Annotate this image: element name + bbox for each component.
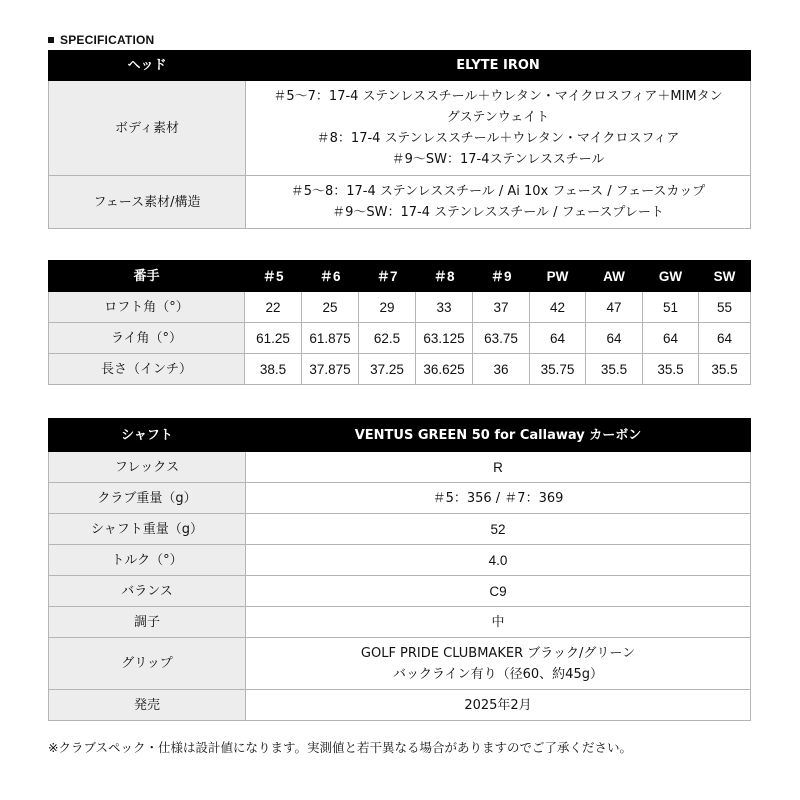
column-header: PW [530, 261, 586, 292]
torque-row [49, 545, 751, 576]
row-label: バランス [49, 576, 246, 607]
head-header-value: ELYTE IRON [246, 51, 751, 81]
club-number-header: 番手 [49, 261, 245, 292]
page-title-text: SPECIFICATION [60, 33, 155, 47]
balance-row [49, 576, 751, 607]
table-cell: 35.5 [586, 354, 643, 385]
head-header-label: ヘッド [49, 51, 246, 81]
face-material-label: フェース素材/構造 [49, 176, 246, 229]
row-label: クラブ重量（g） [49, 483, 246, 514]
grip-line: バックライン有り（径60、約45g） [393, 666, 603, 682]
row-value: 中 [246, 607, 751, 638]
table-cell: 33 [416, 292, 473, 323]
table-cell: 55 [699, 292, 751, 323]
length-row [49, 354, 751, 385]
footnote: ※クラブスペック・仕様は設計値になります。実測値と若干異なる場合がありますのでご了承ください。 [48, 740, 632, 755]
column-header: AW [586, 261, 643, 292]
column-header: ＃7 [359, 261, 416, 292]
table-cell: 38.5 [245, 354, 302, 385]
flex-row [49, 452, 751, 483]
body-material-value [246, 81, 751, 176]
column-header: ＃9 [473, 261, 530, 292]
column-header: ＃5 [245, 261, 302, 292]
table-cell: 37 [473, 292, 530, 323]
grip-line: GOLF PRIDE CLUBMAKER ブラック/グリーン [360, 645, 636, 661]
row-label: 長さ（インチ） [49, 354, 245, 385]
grip-label: グリップ [49, 638, 246, 690]
grip-value [246, 638, 751, 690]
table-cell: 61.875 [302, 323, 359, 354]
loft-header-row [49, 261, 751, 292]
body-material-line: ＃9〜SW：17-4ステンレススチール [391, 152, 605, 167]
head-spec-table [48, 50, 751, 229]
table-cell: 37.875 [302, 354, 359, 385]
body-material-label: ボディ素材 [49, 81, 246, 176]
table-cell: 35.5 [699, 354, 751, 385]
loft-angle-row [49, 292, 751, 323]
table-cell: 63.125 [416, 323, 473, 354]
table-cell: 62.5 [359, 323, 416, 354]
table-cell: 37.25 [359, 354, 416, 385]
table-cell: 64 [699, 323, 751, 354]
row-label: シャフト重量（g） [49, 514, 246, 545]
face-material-value [246, 176, 751, 229]
body-material-row [49, 81, 751, 176]
row-label: 調子 [49, 607, 246, 638]
table-cell: 64 [586, 323, 643, 354]
shaft-weight-row [49, 514, 751, 545]
face-material-line: ＃5〜8：17-4 ステンレススチール / Ai 10x フェース / フェースカップ [290, 184, 706, 199]
table-cell: 36.625 [416, 354, 473, 385]
lie-angle-row [49, 323, 751, 354]
kick-point-row [49, 607, 751, 638]
table-cell: 42 [530, 292, 586, 323]
shaft-header-value: VENTUS GREEN 50 for Callaway カーボン [246, 419, 751, 452]
shaft-spec-table [48, 418, 751, 721]
head-header-row [49, 51, 751, 81]
page-title [48, 33, 154, 47]
row-label: トルク（°） [49, 545, 246, 576]
table-cell: 35.5 [643, 354, 699, 385]
row-label: ロフト角（°） [49, 292, 245, 323]
row-value: R [246, 452, 751, 483]
table-cell: 36 [473, 354, 530, 385]
column-header: ＃6 [302, 261, 359, 292]
shaft-header-row [49, 419, 751, 452]
club-weight-row [49, 483, 751, 514]
release-label: 発売 [49, 690, 246, 721]
table-cell: 61.25 [245, 323, 302, 354]
shaft-header-label: シャフト [49, 419, 246, 452]
row-value: C9 [246, 576, 751, 607]
face-material-line: ＃9〜SW：17-4 ステンレススチール / フェースプレート [332, 205, 664, 220]
table-cell: 51 [643, 292, 699, 323]
row-label: フレックス [49, 452, 246, 483]
square-bullet-icon [48, 37, 54, 43]
table-cell: 35.75 [530, 354, 586, 385]
column-header: GW [643, 261, 699, 292]
table-cell: 64 [530, 323, 586, 354]
table-cell: 22 [245, 292, 302, 323]
loft-spec-table [48, 260, 751, 385]
release-row [49, 690, 751, 721]
body-material-line: ＃8：17-4 ステンレススチール＋ウレタン・マイクロスフィア [316, 131, 680, 146]
body-material-line: グステンウェイト [446, 110, 550, 125]
table-cell: 64 [643, 323, 699, 354]
row-label: ライ角（°） [49, 323, 245, 354]
face-material-row [49, 176, 751, 229]
column-header: SW [699, 261, 751, 292]
release-value: 2025年2月 [246, 690, 751, 721]
grip-row [49, 638, 751, 690]
row-value: 4.0 [246, 545, 751, 576]
row-value: ＃5：356 / ＃7：369 [246, 483, 751, 514]
table-cell: 25 [302, 292, 359, 323]
table-cell: 47 [586, 292, 643, 323]
table-cell: 29 [359, 292, 416, 323]
table-cell: 63.75 [473, 323, 530, 354]
column-header: ＃8 [416, 261, 473, 292]
body-material-line: ＃5〜7：17-4 ステンレススチール＋ウレタン・マイクロスフィア＋MIMタン [273, 89, 723, 104]
row-value: 52 [246, 514, 751, 545]
